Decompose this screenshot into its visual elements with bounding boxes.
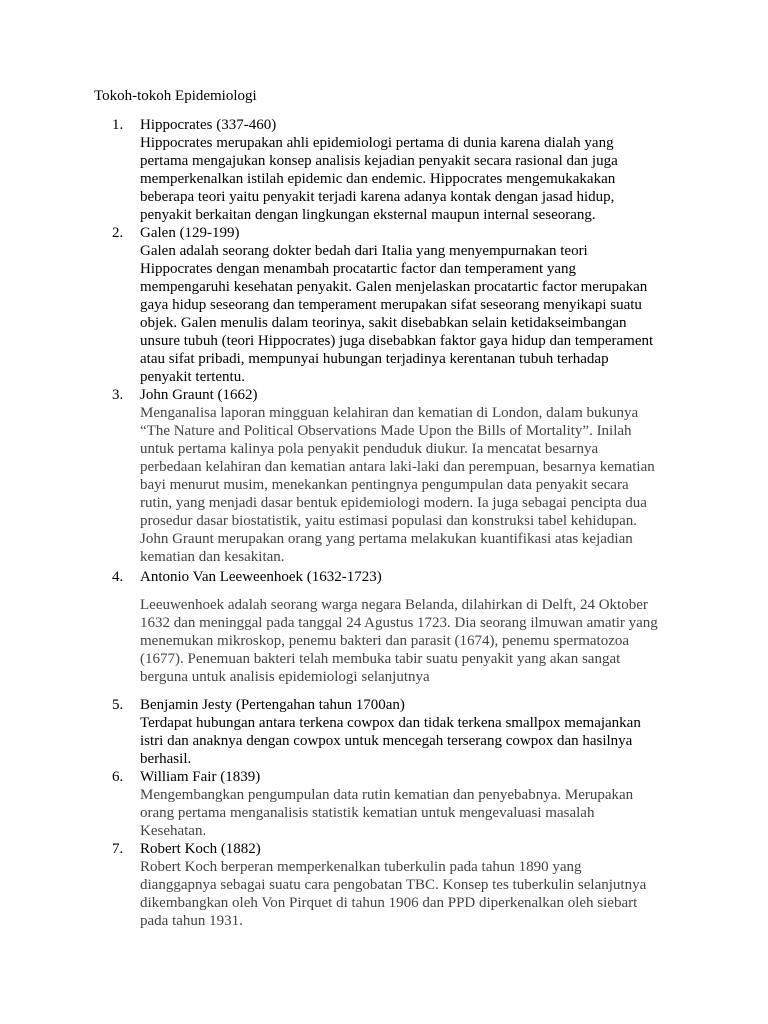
item-body: [140, 404, 680, 566]
body-line: Kesehatan.: [140, 823, 207, 839]
body-line: gaya hidup seseorang dan temperament merupakan sifat seseorang menyikapi suatu: [140, 297, 642, 313]
body-line: beberapa teori yaitu penyakit terjadi karena adanya kontak dengan jasad hidup,: [140, 189, 615, 205]
item-number: 5.: [112, 697, 124, 713]
body-line: Hippocrates dengan menambah procatartic factor dan temperament yang: [140, 261, 577, 277]
item-heading: William Fair (1839): [140, 769, 261, 785]
body-line: berhasil.: [140, 751, 192, 767]
body-line: Mengembangkan pengumpulan data rutin kematian dan penyebabnya. Merupakan: [140, 787, 634, 803]
body-line: perbedaan kelahiran dan kematian antara laki-laki dan perempuan, besarnya kematian: [140, 459, 655, 475]
item-heading: Hippocrates (337-460): [140, 117, 277, 133]
body-line: berguna untuk analisis epidemiologi selanjutnya: [140, 669, 430, 685]
body-line: atau sifat pribadi, mempunyai hubungan terjadinya kerentanan tubuh terhadap: [140, 351, 609, 367]
body-line: rutin, yang menjadi dasar bentuk epidemiologi modern. Ia juga sebagai pencipta dua: [140, 495, 647, 511]
body-line: prosedur dasar biostatistik, yaitu estimasi populasi dan konstruksi tabel kehidupan.: [140, 513, 637, 529]
item-body: [140, 242, 680, 386]
body-line: John Graunt merupakan orang yang pertama melakukan kuantifikasi atas kejadian: [140, 531, 633, 547]
item-body: [140, 596, 680, 686]
item-body: [140, 134, 680, 224]
item-heading: Galen (129-199): [140, 225, 240, 241]
item-number: 3.: [112, 387, 124, 403]
body-line: objek. Galen menulis dalam teorinya, sakit disebabkan selain ketidakseimbangan: [140, 315, 627, 331]
body-line: unsure tubuh (teori Hippocrates) juga disebabkan faktor gaya hidup dan temperament: [140, 333, 654, 349]
body-line: Terdapat hubungan antara terkena cowpox dan tidak terkena smallpox memajankan: [140, 715, 641, 731]
body-line: 1632 dan meninggal pada tanggal 24 Agustus 1723. Dia seorang ilmuwan amatir yang: [140, 615, 658, 631]
body-line: menemukan mikroskop, penemu bakteri dan parasit (1674), penemu spermatozoa: [140, 633, 630, 649]
body-line: mempengaruhi kesehatan penyakit. Galen menjelaskan procatartic factor merupakan: [140, 279, 648, 295]
body-line: dianggapnya sebagai suatu cara pengobatan TBC. Konsep tes tuberkulin selanjutnya: [140, 877, 647, 893]
body-line: Robert Koch berperan memperkenalkan tuberkulin pada tahun 1890 yang: [140, 859, 582, 875]
item-heading: Antonio Van Leeweenhoek (1632-1723): [140, 569, 382, 585]
body-line: Leeuwenhoek adalah seorang warga negara Belanda, dilahirkan di Delft, 24 Oktober: [140, 597, 648, 613]
body-line: kematian dan kesakitan.: [140, 549, 285, 565]
item-heading: Robert Koch (1882): [140, 841, 261, 857]
body-line: pada tahun 1931.: [140, 913, 243, 929]
item-number: 1.: [112, 117, 124, 133]
item-number: 7.: [112, 841, 124, 857]
body-line: pertama mengajukan konsep analisis kejadian penyakit secara rasional dan juga: [140, 153, 618, 169]
body-line: bayi menurut musim, menekankan pentingnya pengumpulan data penyakit secara: [140, 477, 629, 493]
item-body: [140, 714, 680, 768]
item-heading: John Graunt (1662): [140, 387, 258, 403]
page-title: Tokoh-tokoh Epidemiologi: [94, 88, 257, 104]
item-number: 2.: [112, 225, 124, 241]
item-body: [140, 786, 680, 840]
item-number: 6.: [112, 769, 124, 785]
body-line: penyakit berkaitan dengan lingkungan eksternal maupun internal seseorang.: [140, 207, 596, 223]
body-line: orang pertama menganalisis statistik kematian untuk mengevaluasi masalah: [140, 805, 595, 821]
body-line: istri dan anaknya dengan cowpox untuk mencegah terserang cowpox dan hasilnya: [140, 733, 633, 749]
body-line: Menganalisa laporan mingguan kelahiran dan kematian di London, dalam bukunya: [140, 405, 639, 421]
body-line: dikembangkan oleh Von Pirquet di tahun 1906 dan PPD diperkenalkan oleh siebart: [140, 895, 638, 911]
body-line: memperkenalkan istilah epidemic dan endemic. Hippocrates mengemukakakan: [140, 171, 616, 187]
item-body: [140, 858, 680, 930]
body-line: Galen adalah seorang dokter bedah dari Italia yang menyempurnakan teori: [140, 243, 588, 259]
body-line: untuk pertama kalinya pola penyakit penduduk diukur. Ia mencatat besarnya: [140, 441, 599, 457]
item-number: 4.: [112, 569, 124, 585]
body-line: (1677). Penemuan bakteri telah membuka tabir suatu penyakit yang akan sangat: [140, 651, 621, 667]
body-line: penyakit tertentu.: [140, 369, 245, 385]
body-line: “The Nature and Political Observations Made Upon the Bills of Mortality”. Inilah: [140, 423, 632, 439]
body-line: Hippocrates merupakan ahli epidemiologi pertama di dunia karena dialah yang: [140, 135, 614, 151]
item-heading: Benjamin Jesty (Pertengahan tahun 1700an): [140, 697, 405, 713]
